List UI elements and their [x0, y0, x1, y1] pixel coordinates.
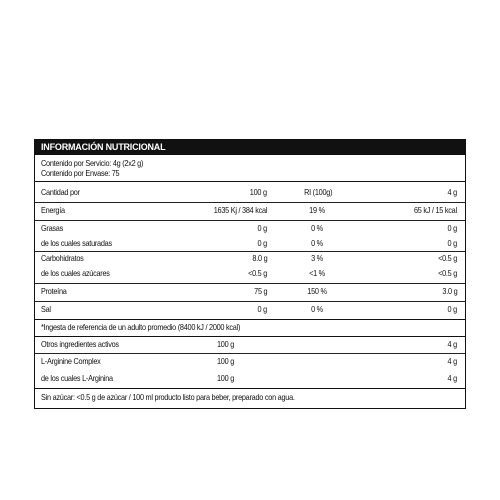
table-row	[35, 354, 465, 369]
value-per-100g: <0.5 g	[248, 268, 267, 278]
value-per-100g: 75 g	[253, 286, 267, 296]
divider	[35, 388, 465, 389]
value-per-100g: 8.0 g	[252, 253, 267, 263]
table-row	[35, 337, 465, 352]
ingredient-name: de los cuales L-Arginina	[41, 373, 113, 383]
value-per-serving: 65 kJ / 15 kcal	[414, 205, 457, 215]
table-row	[35, 221, 465, 236]
value-per-serving: <0.5 g	[438, 268, 457, 278]
ri-percent: 0 %	[311, 223, 323, 233]
ri-percent: 150 %	[307, 286, 327, 296]
table-row	[35, 236, 465, 251]
ri-note-row	[35, 320, 465, 335]
value-per-serving: 3.0 g	[442, 286, 457, 296]
nutrient-name: Carbohidratos	[41, 253, 84, 263]
ri-percent: 3 %	[311, 253, 323, 263]
table-row	[35, 302, 465, 317]
ri-percent: 19 %	[309, 205, 325, 215]
value-per-100g: 0 g	[257, 223, 267, 233]
value-per-100g: 1635 Kj / 384 kcal	[213, 205, 267, 215]
ingredient-name: Otros ingredientes activos	[41, 339, 119, 349]
nutrient-name: Energía	[41, 205, 65, 215]
divider	[35, 181, 465, 182]
nutrient-name: Proteína	[41, 286, 67, 296]
value-per-serving: 4 g	[447, 356, 457, 366]
value-per-100g: 0 g	[257, 304, 267, 314]
sugar-free-note: Sin azúcar: <0.5 g de azúcar / 100 ml producto listo para beber, preparado con agua.	[41, 392, 295, 402]
table-row	[35, 251, 465, 266]
value-per-serving: 4 g	[447, 339, 457, 349]
table-row	[35, 203, 465, 218]
table-header-row	[35, 185, 465, 200]
nutrient-name: Grasas	[41, 223, 64, 233]
ri-footnote: *Ingesta de referencia de un adulto promedio (8400 kJ / 2000 kcal)	[41, 322, 241, 332]
ri-percent: 0 %	[311, 238, 323, 248]
ri-percent: 0 %	[311, 304, 323, 314]
column-header: Cantidad por	[41, 187, 80, 197]
column-header: 4 g	[447, 187, 457, 197]
value-per-100g: 100 g	[217, 339, 235, 349]
column-header: 100 g	[249, 187, 267, 197]
value-per-serving: 0 g	[447, 238, 457, 248]
footer-note-row	[35, 390, 465, 405]
nutrition-header: INFORMACIÓN NUTRICIONAL	[35, 140, 465, 155]
nutrient-name: de los cuales azúcares	[41, 268, 110, 278]
nutrition-facts-panel	[34, 139, 466, 409]
column-header: RI (100g)	[304, 187, 333, 197]
table-row	[35, 266, 465, 281]
value-per-serving: <0.5 g	[438, 253, 457, 263]
serving-size-text: Contenido por Servicio: 4g (2x2 g)	[41, 158, 144, 168]
value-per-100g: 100 g	[217, 356, 235, 366]
ingredient-name: L-Arginine Complex	[41, 356, 101, 366]
value-per-100g: 100 g	[217, 373, 235, 383]
value-per-serving: 4 g	[447, 373, 457, 383]
table-row	[35, 371, 465, 386]
table-row	[35, 284, 465, 299]
servings-per-pack-text: Contenido por Envase: 75	[41, 168, 120, 178]
value-per-100g: 0 g	[257, 238, 267, 248]
nutrient-name: de los cuales saturadas	[41, 238, 112, 248]
nutrient-name: Sal	[41, 304, 51, 314]
value-per-serving: 0 g	[447, 223, 457, 233]
value-per-serving: 0 g	[447, 304, 457, 314]
ri-percent: <1 %	[309, 268, 325, 278]
